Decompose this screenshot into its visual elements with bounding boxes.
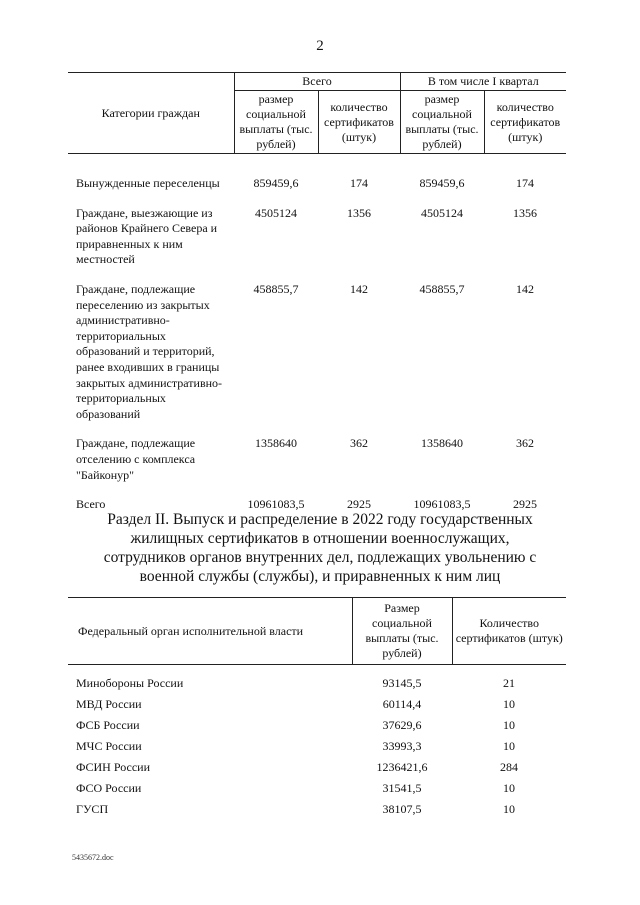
row-q1-payment: 458855,7 (419, 281, 465, 296)
row-category: Вынужденные переселенцы (76, 176, 220, 190)
row-payment: 38107,5 (382, 802, 422, 816)
row-count: 284 (500, 760, 518, 774)
row-payment: 37629,6 (382, 718, 422, 732)
certificates-by-category-table (68, 72, 566, 527)
header-total-count: количество сертификатов (штук) (318, 91, 400, 154)
table-row (68, 694, 566, 715)
row-q1-payment: 1358640 (421, 436, 463, 451)
header-org: Федеральный орган исполнительной власти (68, 598, 352, 665)
header-q1: В том числе I квартал (400, 73, 566, 91)
row-q1-payment: 859459,6 (419, 176, 465, 190)
table-row (68, 673, 566, 694)
header-q1-payment: размер социальной выплаты (тыс. рублей) (400, 91, 484, 154)
row-total-payment: 458855,7 (253, 281, 299, 296)
row-org: ФСО России (76, 781, 142, 795)
row-total-payment: 10961083,5 (247, 497, 305, 512)
table-row (68, 436, 566, 497)
row-total-count: 1356 (347, 205, 371, 220)
row-q1-count: 1356 (513, 205, 537, 220)
row-total-count: 362 (350, 436, 368, 451)
row-count: 10 (503, 697, 515, 711)
row-q1-count: 2925 (513, 497, 537, 512)
row-total-count: 2925 (347, 497, 371, 512)
row-org: Минобороны России (76, 676, 184, 690)
table-row (68, 799, 566, 820)
row-org: МВД России (76, 697, 142, 711)
certificates-by-agency-table (68, 597, 566, 820)
row-org: МЧС России (76, 739, 142, 753)
row-category: Всего (76, 497, 106, 512)
row-count: 21 (503, 676, 515, 690)
row-q1-payment: 4505124 (421, 205, 463, 220)
row-q1-count: 362 (516, 436, 534, 451)
row-category: Граждане, подлежащие отселению с комплекса "Байконур" (76, 436, 196, 482)
document-filename: 5435672.doc (72, 853, 114, 862)
table-row (68, 757, 566, 778)
header-payment: Размер социальной выплаты (тыс. рублей) (352, 598, 452, 665)
row-count: 10 (503, 739, 515, 753)
row-payment: 31541,5 (382, 781, 422, 795)
table-row (68, 778, 566, 799)
row-org: ГУСП (76, 802, 109, 816)
row-total-payment: 4505124 (255, 205, 297, 220)
row-total-payment: 859459,6 (253, 176, 299, 190)
table-row (68, 176, 566, 206)
header-count: Количество сертификатов (штук) (452, 598, 566, 665)
table-row (68, 715, 566, 736)
page-number: 2 (316, 38, 324, 54)
table-row (68, 206, 566, 282)
row-org: ФСБ России (76, 718, 140, 732)
row-category: Граждане, выезжающие из районов Крайнего Севера и приравненных к ним местностей (76, 205, 218, 267)
row-q1-count: 142 (516, 281, 534, 296)
row-total-count: 174 (350, 176, 368, 190)
header-categories: Категории граждан (68, 73, 234, 154)
header-total: Всего (234, 73, 400, 91)
section-2-title: Раздел II. Выпуск и распределение в 2022 году государственных жилищных сертификатов в отношении военнослужащих, сотрудников органов внутренних дел, подлежащих увольнению с военной службы (службы), и приравненных к ним лиц (103, 511, 537, 585)
row-org: ФСИН России (76, 760, 150, 774)
row-total-count: 142 (350, 281, 368, 296)
table-row (68, 736, 566, 757)
row-category: Граждане, подлежащие переселению из закрытых административно-территориальных образований и территорий, ранее входивших в границы закрытых административно-территориальных образований (76, 281, 223, 421)
header-q1-count: количество сертификатов (штук) (484, 91, 566, 154)
row-payment: 93145,5 (382, 676, 422, 690)
row-total-payment: 1358640 (255, 436, 297, 451)
row-payment: 33993,3 (382, 739, 422, 753)
row-count: 10 (503, 802, 515, 816)
row-count: 10 (503, 781, 515, 795)
row-q1-count: 174 (516, 176, 534, 190)
header-total-payment: размер социальной выплаты (тыс. рублей) (234, 91, 318, 154)
row-q1-payment: 10961083,5 (413, 497, 471, 512)
row-payment: 1236421,6 (376, 760, 428, 774)
row-payment: 60114,4 (382, 697, 422, 711)
row-count: 10 (503, 718, 515, 732)
table-row (68, 282, 566, 436)
